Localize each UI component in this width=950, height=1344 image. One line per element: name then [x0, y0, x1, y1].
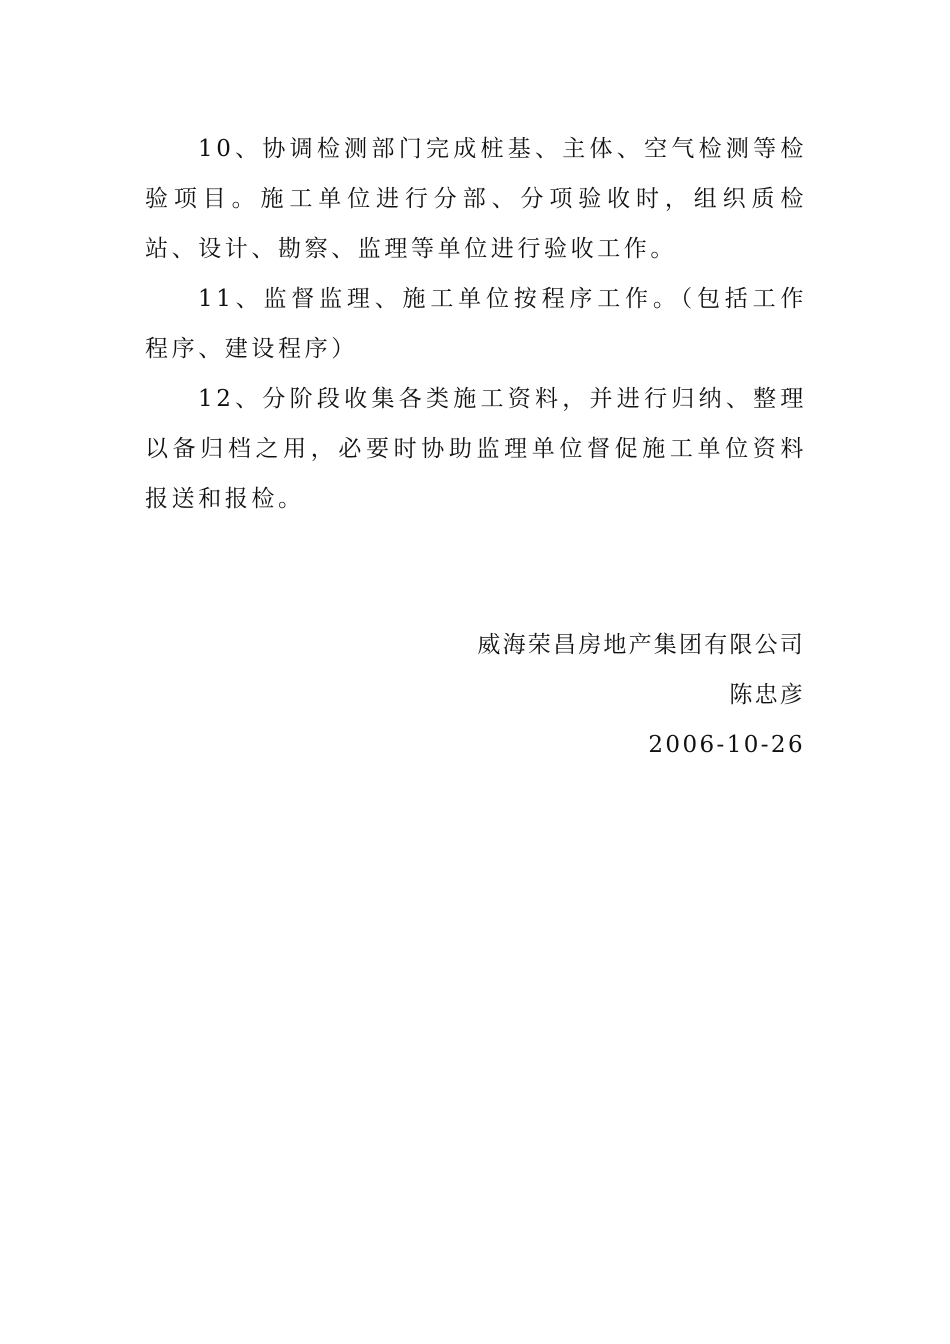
signatory-name: 陈忠彦: [729, 682, 805, 708]
document-date: 2006-10-26: [648, 732, 805, 758]
signature-block: [305, 620, 805, 770]
paragraph-11: 11、监督监理、施工单位按程序工作。（包括工作程序、建设程序）: [145, 286, 807, 362]
paragraph-10: 10、协调检测部门完成桩基、主体、空气检测等检验项目。施工单位进行分部、分项验收时，组织质检站、设计、勘察、监理等单位进行验收工作。: [145, 136, 807, 262]
company-name: 威海荣昌房地产集团有限公司: [477, 632, 805, 658]
document-body: [145, 124, 807, 524]
paragraph-12: 12、分阶段收集各类施工资料，并进行归纳、整理以备归档之用，必要时协助监理单位督促施工单位资料报送和报检。: [145, 386, 807, 512]
